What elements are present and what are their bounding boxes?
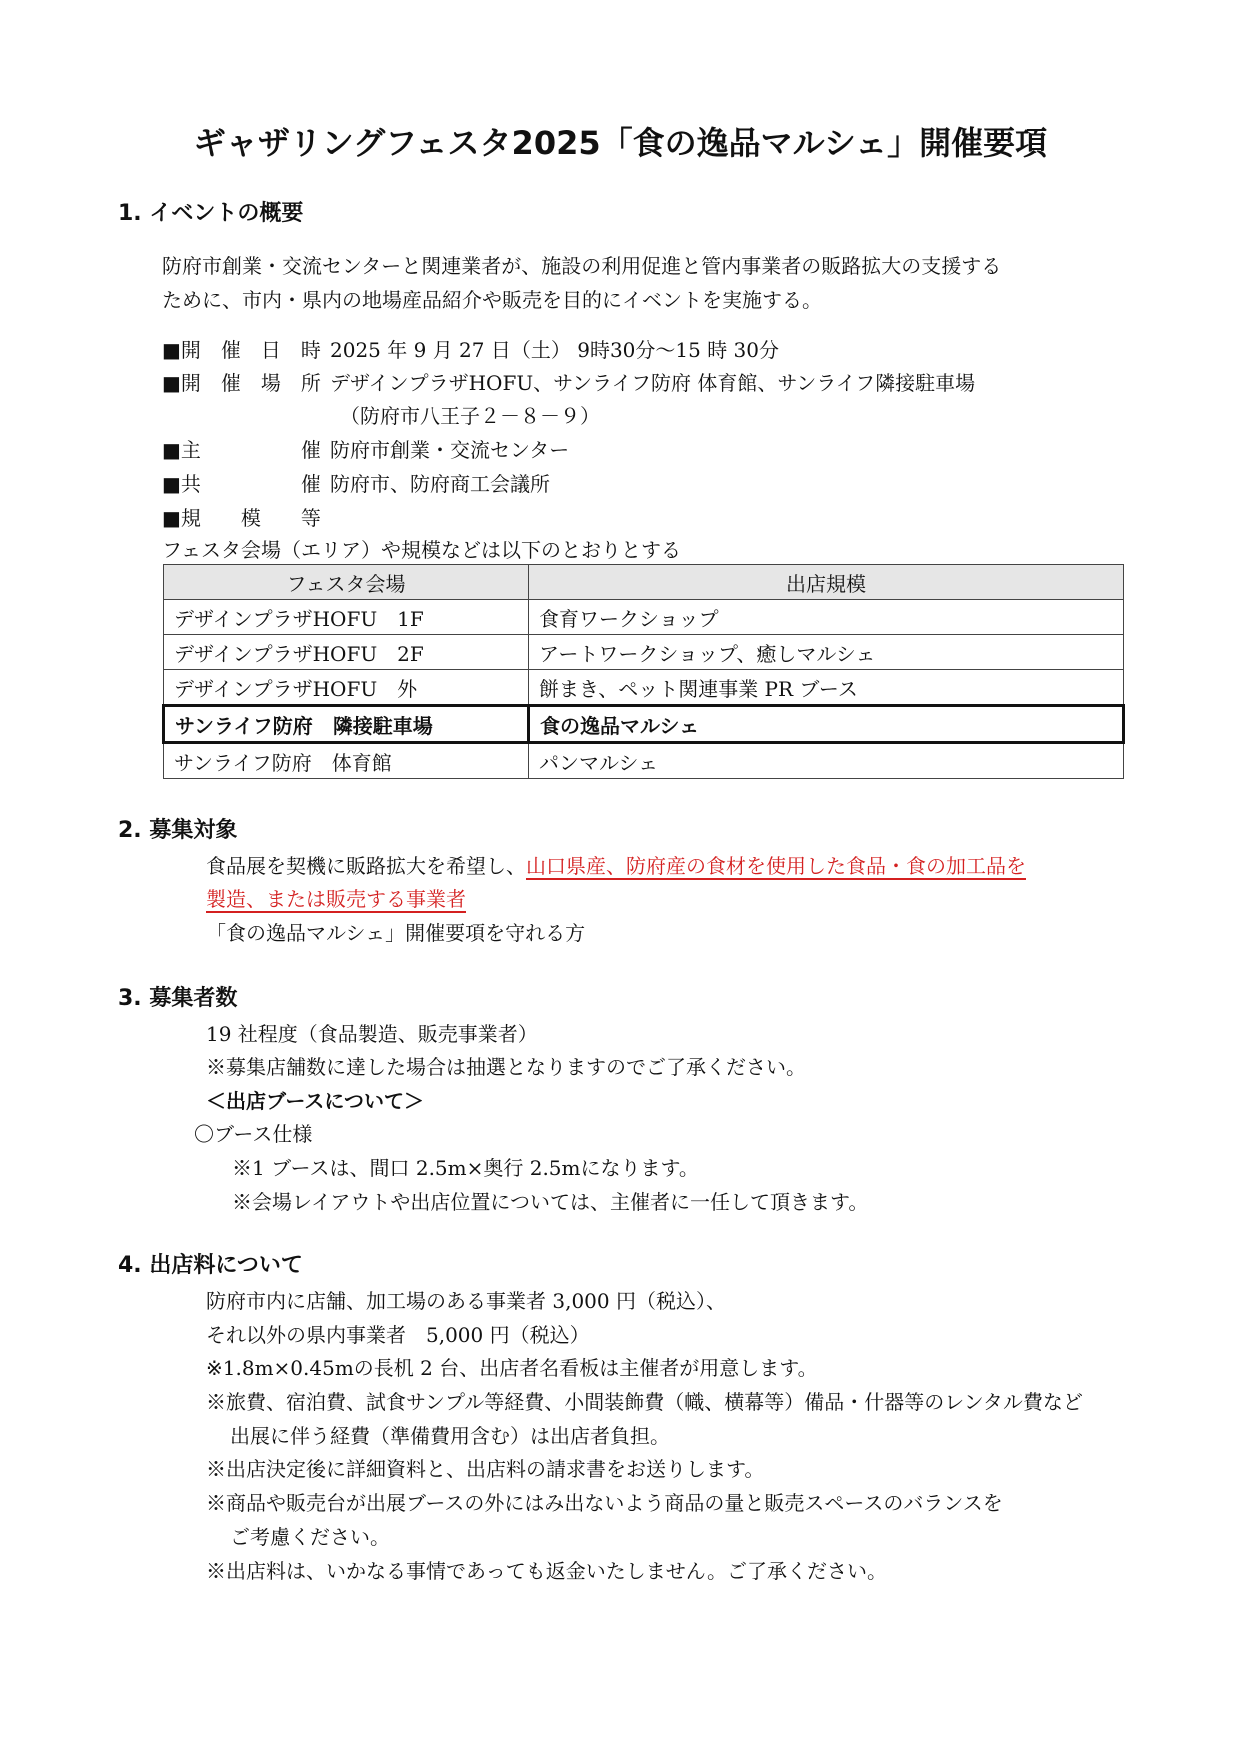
- s1-intro-line-2: ために、市内・県内の地場産品紹介や販売を目的にイベントを実施する。: [162, 288, 822, 312]
- section-4-heading: 4. 出店料について: [118, 1253, 303, 1278]
- date-label: ■開 催 日 時: [162, 338, 321, 362]
- s4-line-9: ※出店料は、いかなる事情であっても返金いたしません。ご了承ください。: [206, 1559, 887, 1583]
- scale-cell: パンマルシェ: [529, 743, 1124, 779]
- s2-line-1-plain: 食品展を契機に販路拡大を希望し、: [206, 854, 526, 878]
- s2-line-3: 「食の逸品マルシェ」開催要項を守れる方: [206, 921, 586, 945]
- table-row: [164, 635, 1124, 670]
- table-row: [164, 670, 1124, 706]
- s3-booth-spec: 〇ブース仕様: [194, 1122, 313, 1146]
- host-row: [162, 434, 569, 463]
- venue-cell: サンライフ防府 体育館: [164, 743, 529, 779]
- date-row: [162, 334, 779, 363]
- section-2-heading: 2. 募集対象: [118, 818, 238, 843]
- scale-cell: 食の逸品マルシェ: [529, 706, 1124, 743]
- date-value: 2025 年 9 月 27 日（土） 9時30分～15 時 30分: [330, 338, 780, 362]
- scale-cell: アートワークショップ、癒しマルシェ: [529, 635, 1124, 670]
- scale-label: ■規 模 等: [162, 506, 321, 530]
- s4-line-4: ※旅費、宿泊費、試食サンプル等経費、小間装飾費（幟、横幕等）備品・什器等のレンタル費など: [206, 1390, 1083, 1414]
- place-value: デザインプラザHOFU、サンライフ防府 体育館、サンライフ隣接駐車場: [330, 371, 976, 395]
- s2-line-2-highlight: 製造、または販売する事業者: [206, 887, 466, 911]
- s4-line-8: ご考慮ください。: [230, 1525, 390, 1549]
- place-address: （防府市八王子２－８－９）: [340, 404, 600, 428]
- section-3-heading: 3. 募集者数: [118, 986, 238, 1011]
- host-label: ■主 催: [162, 438, 321, 462]
- page-title: ギャザリングフェスタ2025「食の逸品マルシェ」開催要項: [193, 124, 1048, 162]
- venue-cell: デザインプラザHOFU 1F: [164, 600, 529, 635]
- s4-line-1: 防府市内に店舗、加工場のある事業者 3,000 円（税込）、: [206, 1289, 726, 1313]
- s2-line-1: [206, 850, 1026, 879]
- table-row: [164, 600, 1124, 635]
- s4-line-7: ※商品や販売台が出展ブースの外にはみ出ないよう商品の量と販売スペースのバランスを: [206, 1491, 1003, 1515]
- table-header-row: [164, 565, 1124, 600]
- cohost-value: 防府市、防府商工会議所: [330, 472, 550, 496]
- venue-table: [162, 564, 1125, 779]
- cohost-label: ■共 催: [162, 472, 321, 496]
- venue-cell: デザインプラザHOFU 外: [164, 670, 529, 706]
- column-header-venue: フェスタ会場: [164, 565, 529, 600]
- s3-booth-size: ※1 ブースは、間口 2.5m×奥行 2.5mになります。: [232, 1156, 699, 1180]
- s3-line-2: ※募集店舗数に達した場合は抽選となりますのでご了承ください。: [206, 1055, 806, 1079]
- s2-line-1-highlight: 山口県産、防府産の食材を使用した食品・食の加工品を: [526, 854, 1026, 878]
- s3-booth-layout: ※会場レイアウトや出店位置については、主催者に一任して頂きます。: [232, 1190, 869, 1214]
- scale-cell: 食育ワークショップ: [529, 600, 1124, 635]
- s3-booth-subheading: ＜出店ブースについて＞: [206, 1089, 424, 1113]
- place-row: [162, 367, 975, 396]
- venue-cell: サンライフ防府 隣接駐車場: [164, 706, 529, 743]
- table-row: [164, 743, 1124, 779]
- s4-line-2: それ以外の県内事業者 5,000 円（税込）: [206, 1323, 590, 1347]
- s1-intro-line-1: 防府市創業・交流センターと関連業者が、施設の利用促進と管内事業者の販路拡大の支援する: [162, 254, 1002, 278]
- column-header-scale: 出店規模: [529, 565, 1124, 600]
- cohost-row: [162, 468, 550, 497]
- s4-line-5: 出展に伴う経費（準備費用含む）は出店者負担。: [230, 1424, 670, 1448]
- scale-note: フェスタ会場（エリア）や規模などは以下のとおりとする: [162, 538, 681, 562]
- section-1-heading: 1. イベントの概要: [118, 201, 304, 226]
- table-row-highlighted: [164, 706, 1124, 743]
- scale-cell: 餅まき、ペット関連事業 PR ブース: [529, 670, 1124, 706]
- host-value: 防府市創業・交流センター: [330, 438, 570, 462]
- s4-line-6: ※出店決定後に詳細資料と、出店料の請求書をお送りします。: [206, 1457, 765, 1481]
- s3-line-1: 19 社程度（食品製造、販売事業者）: [206, 1022, 538, 1046]
- venue-cell: デザインプラザHOFU 2F: [164, 635, 529, 670]
- place-label: ■開 催 場 所: [162, 371, 321, 395]
- s4-line-3: ※1.8m×0.45mの長机 2 台、出店者名看板は主催者が用意します。: [206, 1356, 818, 1380]
